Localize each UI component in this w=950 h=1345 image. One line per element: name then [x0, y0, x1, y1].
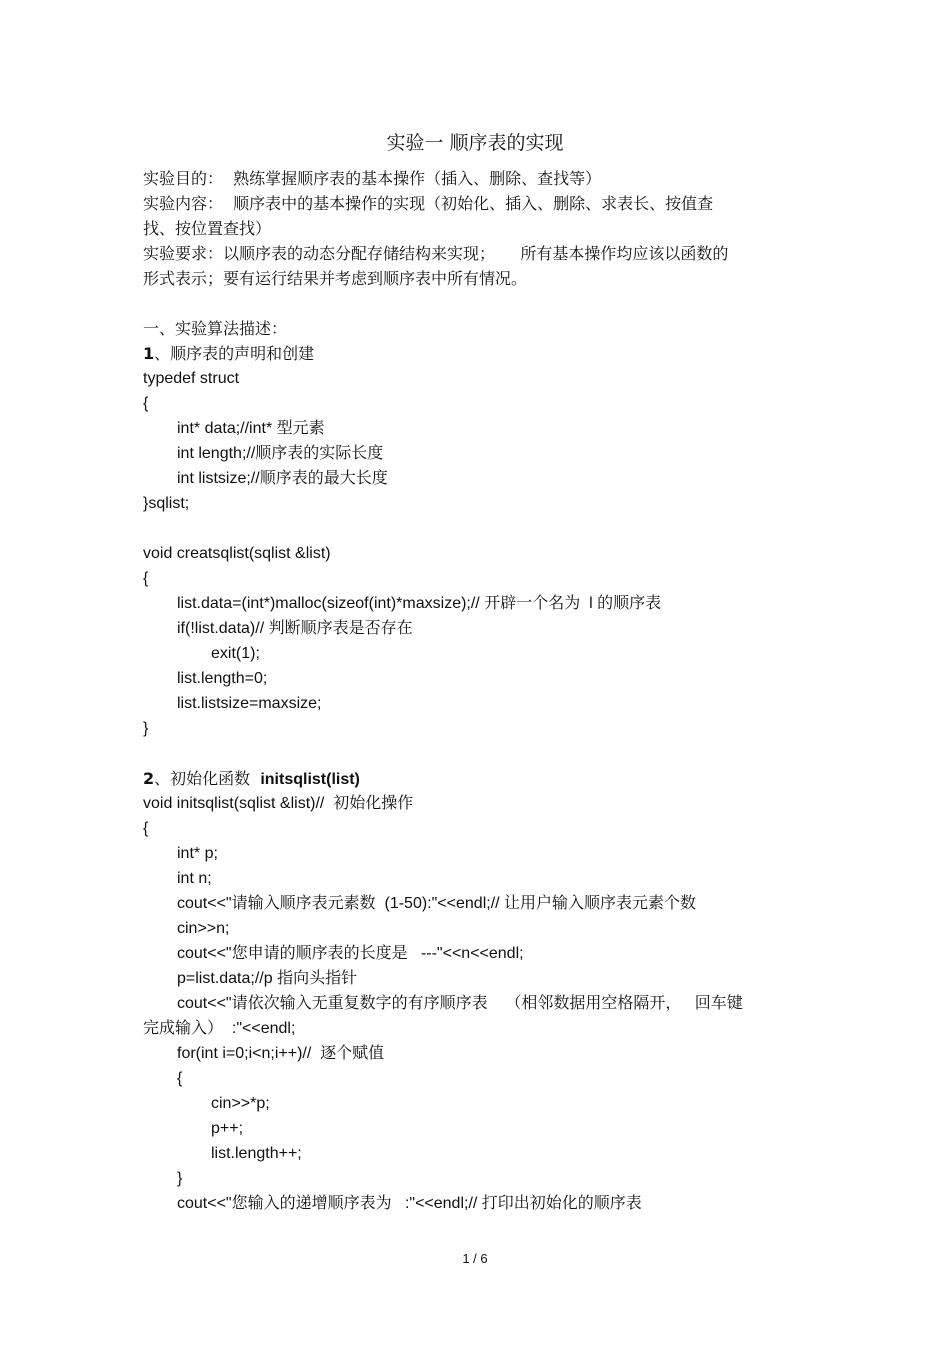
page-title: 实验一 顺序表的实现 [386, 132, 564, 154]
code-line: p++; [211, 1120, 244, 1137]
subsection-heading-2 [143, 769, 360, 790]
subsection-number: 2 [143, 769, 155, 788]
intro-line: 实验内容： 顺序表中的基本操作的实现（初始化、插入、删除、求表长、按值查 [143, 194, 714, 213]
code-line: cout<<"您输入的递增顺序表为 :"<<endl;// 打印出初始化的顺序表 [177, 1195, 642, 1212]
code-line: list.length=0; [177, 670, 268, 687]
page-number: 1 / 6 [462, 1251, 488, 1266]
code-line: cout<<"请依次输入无重复数字的有序顺序表 （相邻数据用空格隔开， 回车键 [177, 995, 743, 1012]
section-heading: 一、实验算法描述： [143, 319, 288, 338]
intro-line: 实验要求：以顺序表的动态分配存储结构来实现； 所有基本操作均应该以函数的 [143, 244, 729, 263]
code-line: for(int i=0;i<n;i++)// 逐个赋值 [177, 1045, 385, 1062]
subsection-heading-1 [143, 344, 314, 364]
code-line: list.data=(int*)malloc(sizeof(int)*maxsize);// 开辟一个名为 l 的顺序表 [177, 595, 662, 612]
code-line: cout<<"请输入顺序表元素数 (1-50):"<<endl;// 让用户输入顺序表元素个数 [177, 895, 697, 912]
code-line: int* data;//int* 型元素 [177, 420, 325, 437]
code-line: 完成输入） :"<<endl; [143, 1020, 296, 1037]
code-line: int* p; [177, 845, 218, 862]
intro-line: 形式表示；要有运行结果并考虑到顺序表中所有情况。 [143, 269, 528, 288]
code-line: cin>>n; [177, 920, 230, 937]
code-line: list.length++; [211, 1145, 302, 1162]
code-line: cin>>*p; [211, 1095, 270, 1112]
code-line: int n; [177, 870, 212, 887]
code-line: } [143, 720, 149, 737]
code-line: { [143, 570, 149, 587]
function-name: initsqlist(list) [260, 771, 360, 788]
code-line: void initsqlist(sqlist &list)// 初始化操作 [143, 795, 414, 812]
code-line: }sqlist; [143, 495, 190, 512]
subsection-text: 、初始化函数 [154, 769, 261, 788]
code-line: cout<<"您申请的顺序表的长度是 ---"<<n<<endl; [177, 945, 524, 962]
intro-line: 实验目的： 熟练掌握顺序表的基本操作（插入、删除、查找等） [143, 169, 602, 188]
subsection-text: 、顺序表的声明和创建 [154, 344, 315, 363]
code-line: { [143, 820, 149, 837]
code-line: { [177, 1070, 183, 1087]
code-line: exit(1); [211, 645, 260, 662]
code-line: { [143, 395, 149, 412]
code-line: } [177, 1170, 183, 1187]
code-line: if(!list.data)// 判断顺序表是否存在 [177, 620, 413, 637]
subsection-number: 1 [143, 344, 155, 363]
code-line: int length;//顺序表的实际长度 [177, 445, 384, 462]
code-line: void creatsqlist(sqlist &list) [143, 545, 331, 562]
intro-line: 找、按位置查找） [143, 219, 272, 238]
code-line: list.listsize=maxsize; [177, 695, 322, 712]
code-line: p=list.data;//p 指向头指针 [177, 970, 358, 987]
code-line: typedef struct [143, 370, 240, 387]
code-line: int listsize;//顺序表的最大长度 [177, 470, 388, 487]
